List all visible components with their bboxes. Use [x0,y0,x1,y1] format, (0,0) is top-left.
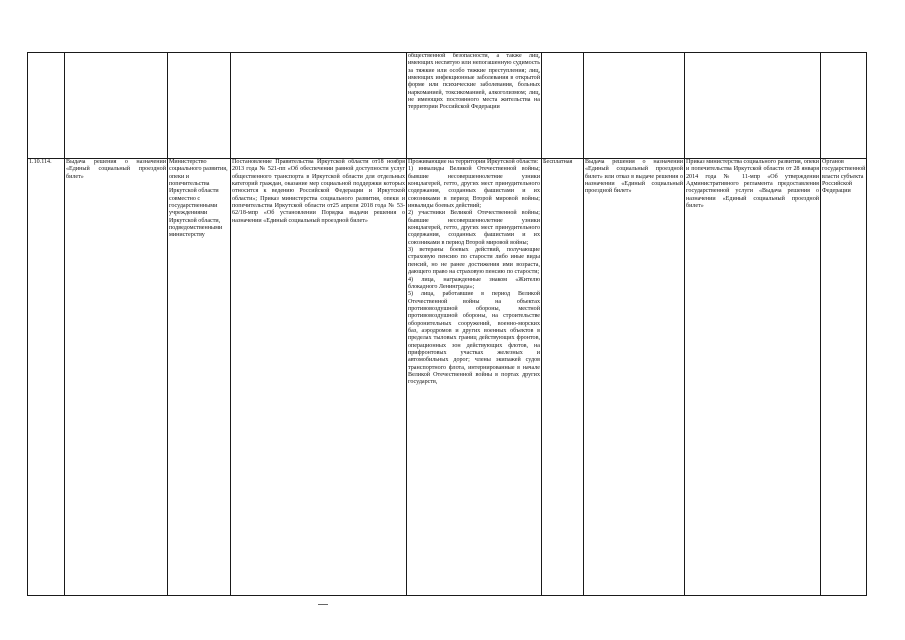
cell-recipients [407,159,542,596]
services-register-table [27,52,867,596]
cell-regulation [685,53,821,159]
cell-legal-act [231,159,407,596]
cell-authority [168,53,231,159]
table-row [28,159,867,596]
recipients-text: Проживающие на территории Иркутской области: 1) инвалиды Великой Отечественной войны; бывшие несовершеннолетние узники концлагерей, гетто, других мест принудительного содержания, созданных фашистами и их союзниками в период Второй мировой войны; инвалиды боевых действий; 2) участники Великой Отечественной войны; бывшие несовершеннолетние узники концлагерей, гетто, других мест принудительного содержания, созданных фашистами и их союзниками в период Второй мировой войны; 3) ветераны боевых действий, получающие страховую пенсию по старости либо иные виды пенсий, но не ранее достижения ими возраста, дающего право на страховую пенсию по старости; 4) лица, награжденные знаком «Жителю блокадного Ленинграда»; 5) лица, работавшие в период Великой Отечественной войны на объектах противовоздушной обороны, местной противовоздушной обороны, на строительстве оборонительных сооружений, военно-морских баз, аэродромов и других военных объектов в пределах тыловых границ действующих фронтов, операционных зон действующих флотов, на прифронтовых участках железных и автомобильных дорог; члены экипажей судов транспортного флота, интернированные в начале Великой Отечественной войны в портах других государств, [408,159,540,386]
cell-number [28,159,65,596]
cell-fee [542,53,584,159]
service-text: Выдача решения о назначении «Единый социальный проездной билет» [66,159,166,180]
level-text: Органов государственной власти субъекта Российской Федерации [822,159,866,195]
cell-service [65,53,168,159]
cell-level [821,53,867,159]
cell-service [65,159,168,596]
cell-fee [542,159,584,596]
cell-authority [168,159,231,596]
fee-text: Бесплатная [543,159,573,165]
cell-legal-act [231,53,407,159]
table-row [28,53,867,159]
cell-regulation [685,159,821,596]
page-footer-mark [318,604,328,605]
recipients-text: общественной безопасности, а также лиц, имеющих несnятую или непогашенную судимость за тяжкие или особо тяжкие преступления; лиц, имеющих инфекционные заболевания в открытой форме или психические заболевания, больных наркоманией, токсикоманией, алкоголизмом; лиц, не имеющих постоянного места жительства на территории Российской Федерации [408,53,540,111]
result-text: Выдача решения о назначении «Единый социальный проездной билет» или отказ в выдаче решения о назначении «Единый социальный проездной билет» [585,159,683,195]
cell-level [821,159,867,596]
cell-result [584,53,685,159]
authority-text: Министерство социального развития, опеки и попечительства Иркутской области совместно с государственными учреждениями Иркутской области, подведомственными министерству [169,159,228,239]
cell-recipients [407,53,542,159]
legal-act-text: Постановление Правительства Иркутской области от18 ноября 2013 года № 521-пп «Об обеспечении равной доступности услуг общественного транспорта в Иркутской области для отдельных категорий граждан, оказание мер социальной поддержки которых относится к ведению Российской Федерации и Иркутской области»; Приказ министерства социального развития, опеки и попечительства Иркутской области от25 апреля 2018 года № 53-62/18-мпр «Об установлении Порядка выдачи решения о назначении «Единый социальный проездной билет» [232,159,405,224]
cell-number [28,53,65,159]
cell-result [584,159,685,596]
regulation-text: Приказ министерства социального развития, опеки и попечительства Иркутской области от 28 января 2014 года № 11-мпр «Об утверждении Административного регламента предоставления государственной услуги «Выдача решения о назначении «Единый социальный проездной билет» [686,159,819,210]
number-text: 1.10.114. [29,159,52,165]
